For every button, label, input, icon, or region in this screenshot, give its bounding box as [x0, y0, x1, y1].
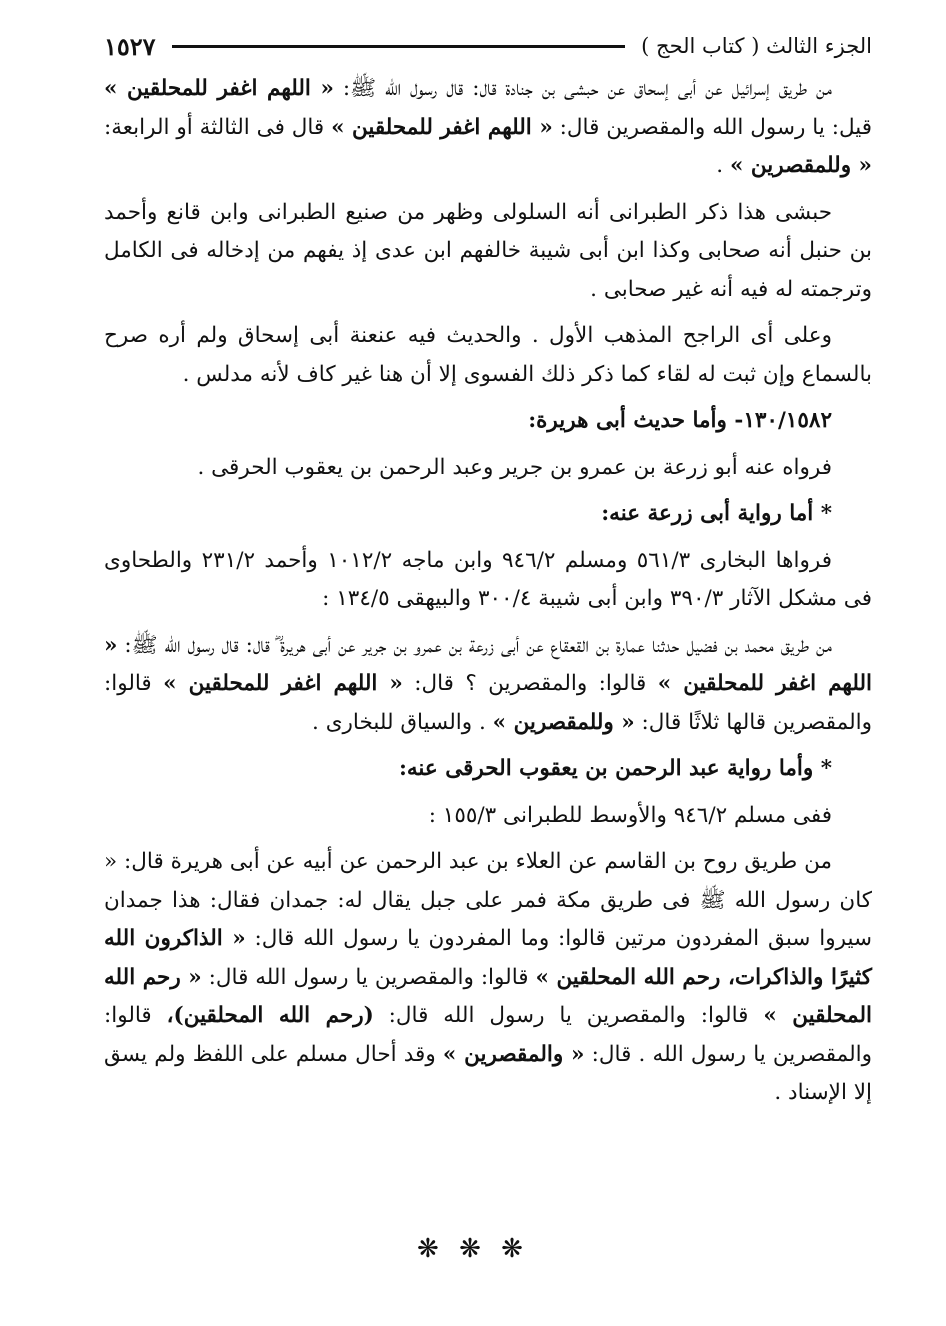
quoted-hadith-text: * وأما رواية عبد الرحمن بن يعقوب الحرقى عنه:: [398, 756, 832, 781]
page-number: ١٥٢٧: [104, 31, 156, 61]
quoted-hadith-text: « اللهم اغفر للمحلقين »: [104, 632, 872, 696]
paragraph-text: قالوا: والمقصرين يا رسول الله . قال:: [104, 1003, 872, 1067]
paragraph-text: قالوا: والمقصرين يا رسول الله قال:: [201, 964, 536, 990]
section-heading: [104, 402, 872, 441]
paragraph-text: وقد أحال مسلم على اللفظ ولم يسق إلا الإسناد .: [104, 1041, 872, 1105]
quoted-hadith-text: * أما رواية أبى زرعة عنه:: [601, 501, 832, 526]
running-title: الجزء الثالث ( كتاب الحج ): [641, 34, 872, 58]
paragraph-text: من طريق إسرائيل عن أبى إسحاق عن حبشى بن جنادة قال: قال رسول الله ﷺ:: [333, 76, 832, 101]
section-heading: [104, 495, 872, 534]
section-heading: [104, 750, 872, 789]
body-paragraph: [104, 542, 872, 619]
quoted-hadith-text: « اللهم اغفر للمحلقين »: [104, 76, 334, 101]
quoted-hadith-text: « رحم الله المحلقين »: [104, 964, 872, 1028]
paragraph-text: قيل: يا رسول الله والمقصرين قال:: [552, 114, 872, 140]
quoted-hadith-text: (رحم الله المحلقين)،: [166, 1003, 374, 1028]
paragraph-text: .: [716, 153, 730, 178]
body-paragraph: [104, 194, 872, 310]
paragraph-text: وعلى أى الراجح المذهب الأول . والحديث فيه عنعنة أبى إسحاق ولم أره صرح بالسماع وإن ثبت له لقاء كما ذكر ذلك الفسوى إلا أن هنا غير كاف لأنه مدلس .: [104, 323, 872, 387]
quoted-hadith-text: « اللهم اغفر للمحلقين »: [163, 671, 403, 696]
paragraph-text: ففى مسلم ٩٤٦/٢ والأوسط للطبرانى ١٥٥/٣ :: [428, 802, 832, 828]
body-paragraph: [104, 317, 872, 394]
page-body: [104, 70, 872, 1121]
paragraph-text: فرواها البخارى ٥٦١/٣ ومسلم ٩٤٦/٢ وابن ماجه ١٠١٢/٢ وأحمد ٢٣١/٢ والطحاوى فى مشكل الآثار ٣٩٠/٣ وابن أبى شيبة ٣٠٠/٤ والبيهقى ١٣٤/٥ :: [104, 547, 872, 611]
paragraph-text: قالوا: والمقصرين ؟ قال:: [402, 671, 658, 696]
body-paragraph: [104, 449, 872, 488]
paragraph-text: من طريق روح بن القاسم عن العلاء بن عبد الرحمن عن أبيه عن أبى هريرة قال: « كان رسول الله ﷺ فى طريق مكة فمر على جبل يقال له: جمدان فقال: هذا جمدان سيروا سبق المفردون مرتين قالوا: وما المفردون يا رسول الله قال:: [104, 849, 872, 951]
paragraph-text: قال فى الثالثة أو الرابعة:: [104, 114, 332, 140]
body-paragraph: [104, 843, 872, 1113]
quoted-hadith-text: « اللهم اغفر للمحلقين »: [331, 114, 553, 140]
quoted-hadith-text: ١٣٠/١٥٨٢- وأما حديث أبى هريرة:: [528, 408, 832, 433]
paragraph-text: قالوا: والمقصرين يا رسول الله قال:: [373, 1003, 764, 1028]
body-paragraph: [104, 70, 872, 186]
paragraph-text: من طريق محمد بن فضيل حدثنا عمارة بن القعقاع عن أبى زرعة بن عمرو بن جرير عن أبى هريرة ؓ قال: قال رسول الله ﷺ:: [117, 632, 832, 658]
body-paragraph: [104, 627, 872, 743]
quoted-hadith-text: « الذاكرون الله كثيرًا والذاكرات، رحم الله المحلقين »: [104, 926, 872, 990]
quoted-hadith-text: « وللمقصرين »: [492, 709, 635, 735]
page-header: [104, 26, 872, 66]
body-paragraph: [104, 797, 872, 836]
paragraph-text: فرواه عنه أبو زرعة بن عمرو بن جرير وعبد الرحمن بن يعقوب الحرقى .: [197, 454, 832, 480]
paragraph-text: قالوا: والمقصرين قالها ثلاثًا قال:: [104, 671, 872, 735]
paragraph-text: . والسياق للبخارى .: [312, 709, 493, 735]
paragraph-text: حبشى هذا ذكر الطبرانى أنه السلولى وظهر من صنيع الطبرانى وابن قانع وأحمد بن حنبل أنه صحابى وكذا ابن أبى شيبة خالفهم ابن عدى إذ يفهم من إدخاله فى الكامل وترجمته له فيه أنه غير صحابى .: [104, 199, 872, 302]
end-ornament: ❋ ❋ ❋: [417, 1234, 529, 1264]
quoted-hadith-text: « وللمقصرين »: [729, 153, 872, 178]
header-rule: [172, 45, 626, 48]
quoted-hadith-text: « والمقصرين »: [442, 1041, 585, 1067]
